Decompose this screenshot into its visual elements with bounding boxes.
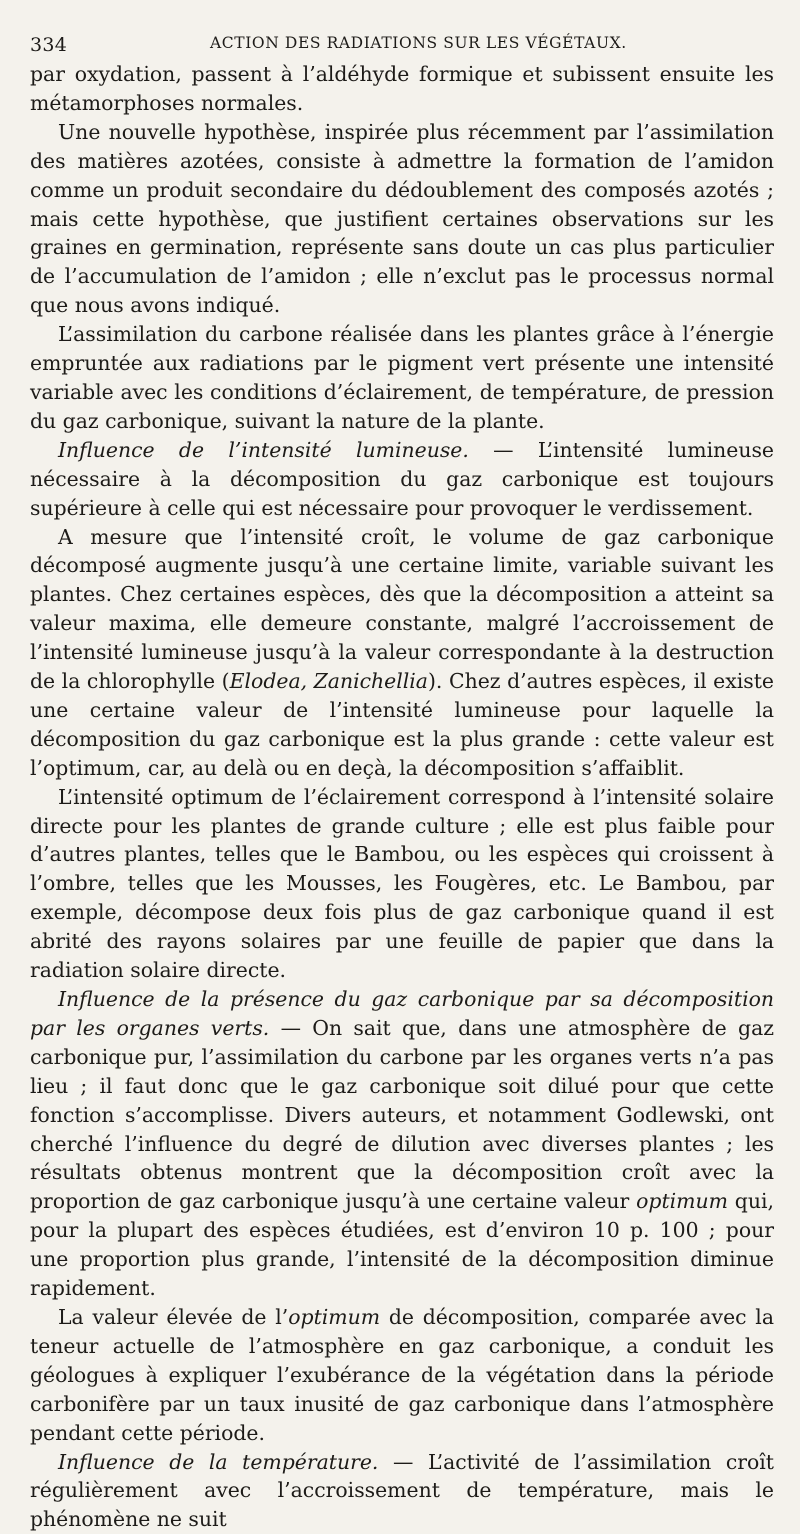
text-run: par oxydation, passent à l’aldéhyde formique et subissent ensuite les métamorphoses normales. [30, 62, 774, 115]
text-run: qui, pour la plupart des espèces étudiées, est d’environ 10 p. 100 ; pour une proportion plus grande, l’intensité de la décomposition diminue rapidement. [30, 1189, 774, 1300]
species-names: Elodea, Zanichellia [230, 669, 428, 693]
text-run: L’assimilation du carbone réalisée dans les plantes grâce à l’énergie empruntée aux radiations par le pigment vert présente une intensité variable avec les conditions d’éclairement, de température, de pression du gaz carbonique, suivant la nature de la plante. [30, 322, 774, 433]
paragraph [30, 60, 774, 118]
text-run: La valeur élevée de l’ [58, 1305, 288, 1329]
paragraph [30, 783, 774, 985]
paragraph [30, 320, 774, 436]
paragraph [30, 985, 774, 1303]
text-run: — L’intensité lumineuse nécessaire à la décomposition du gaz carbonique est toujours supérieure à celle qui est nécessaire pour provoquer le verdissement. [30, 438, 774, 520]
text-run: Une nouvelle hypothèse, inspirée plus récemment par l’assimilation des matières azotées, consiste à admettre la formation de l’amidon comme un produit secondaire du dédoublement des composés azotés ; mais cette hypothèse, que justifient certaines observations sur les graines en germination, représente sans doute un cas plus particulier de l’accumulation de l’amidon ; elle n’exclut pas le processus normal que nous avons indiqué. [30, 120, 774, 317]
text-run: de décomposition, comparée avec la teneur actuelle de l’atmosphère en gaz carbonique, a conduit les géologues à expliquer l’exubérance de la végétation dans la période carbonifère par un taux inusité de gaz carbonique dans l’atmosphère pendant cette période. [30, 1305, 774, 1445]
paragraph [30, 1303, 774, 1448]
italic-term: optimum [636, 1189, 728, 1213]
body-text [30, 60, 774, 1534]
text-run: ). Chez d’autres espèces, il existe une certaine valeur de l’intensité lumineuse pour laquelle la décomposition du gaz carbonique est la plus grande : cette valeur est l’optimum, car, au delà ou en deçà, la décomposition s’affaiblit. [30, 669, 774, 780]
page-header [30, 30, 774, 60]
section-heading: Influence de l’intensité lumineuse. [58, 438, 469, 462]
text-run: — L’activité de l’assimilation croît régulièrement avec l’accroissement de température, mais le phénomène ne suit [30, 1450, 774, 1532]
paragraph [30, 1448, 774, 1534]
paragraph [30, 118, 774, 320]
section-heading: Influence de la température. [58, 1450, 378, 1474]
section-heading: Influence de la présence du gaz carbonique par sa décomposition par les organes verts. [30, 987, 774, 1040]
paragraph [30, 436, 774, 523]
text-run: L’intensité optimum de l’éclairement correspond à l’intensité solaire directe pour les plantes de grande culture ; elle est plus faible pour d’autres plantes, telles que le Bambou, ou les espèces qui croissent à l’ombre, telles que les Mousses, les Fougères, etc. Le Bambou, par exemple, décompose deux fois plus de gaz carbonique quand il est abrité des rayons solaires par une feuille de papier que dans la radiation solaire directe. [30, 785, 774, 982]
italic-term: optimum [288, 1305, 380, 1329]
text-run: — On sait que, dans une atmosphère de gaz carbonique pur, l’assimilation du carbone par les organes verts n’a pas lieu ; il faut donc que le gaz carbonique soit dilué pour que cette fonction s’accomplisse. Divers auteurs, et notamment Godlewski, ont cherché l’influence du degré de dilution avec diverses plantes ; les résultats obtenus montrent que la décomposition croît avec la proportion de gaz carbonique jusqu’à une certaine valeur [30, 1016, 774, 1213]
running-title: ACTION DES RADIATIONS SUR LES VÉGÉTAUX. [210, 34, 627, 52]
page-number: 334 [30, 34, 67, 56]
paragraph [30, 523, 774, 783]
text-run: A mesure que l’intensité croît, le volume de gaz carbonique décomposé augmente jusqu’à une certaine limite, variable suivant les plantes. Chez certaines espèces, dès que la décomposition a atteint sa valeur maxima, elle demeure constante, malgré l’accroissement de l’intensité lumineuse jusqu’à la valeur correspondante à la destruction de la chlorophylle ( [30, 525, 774, 694]
